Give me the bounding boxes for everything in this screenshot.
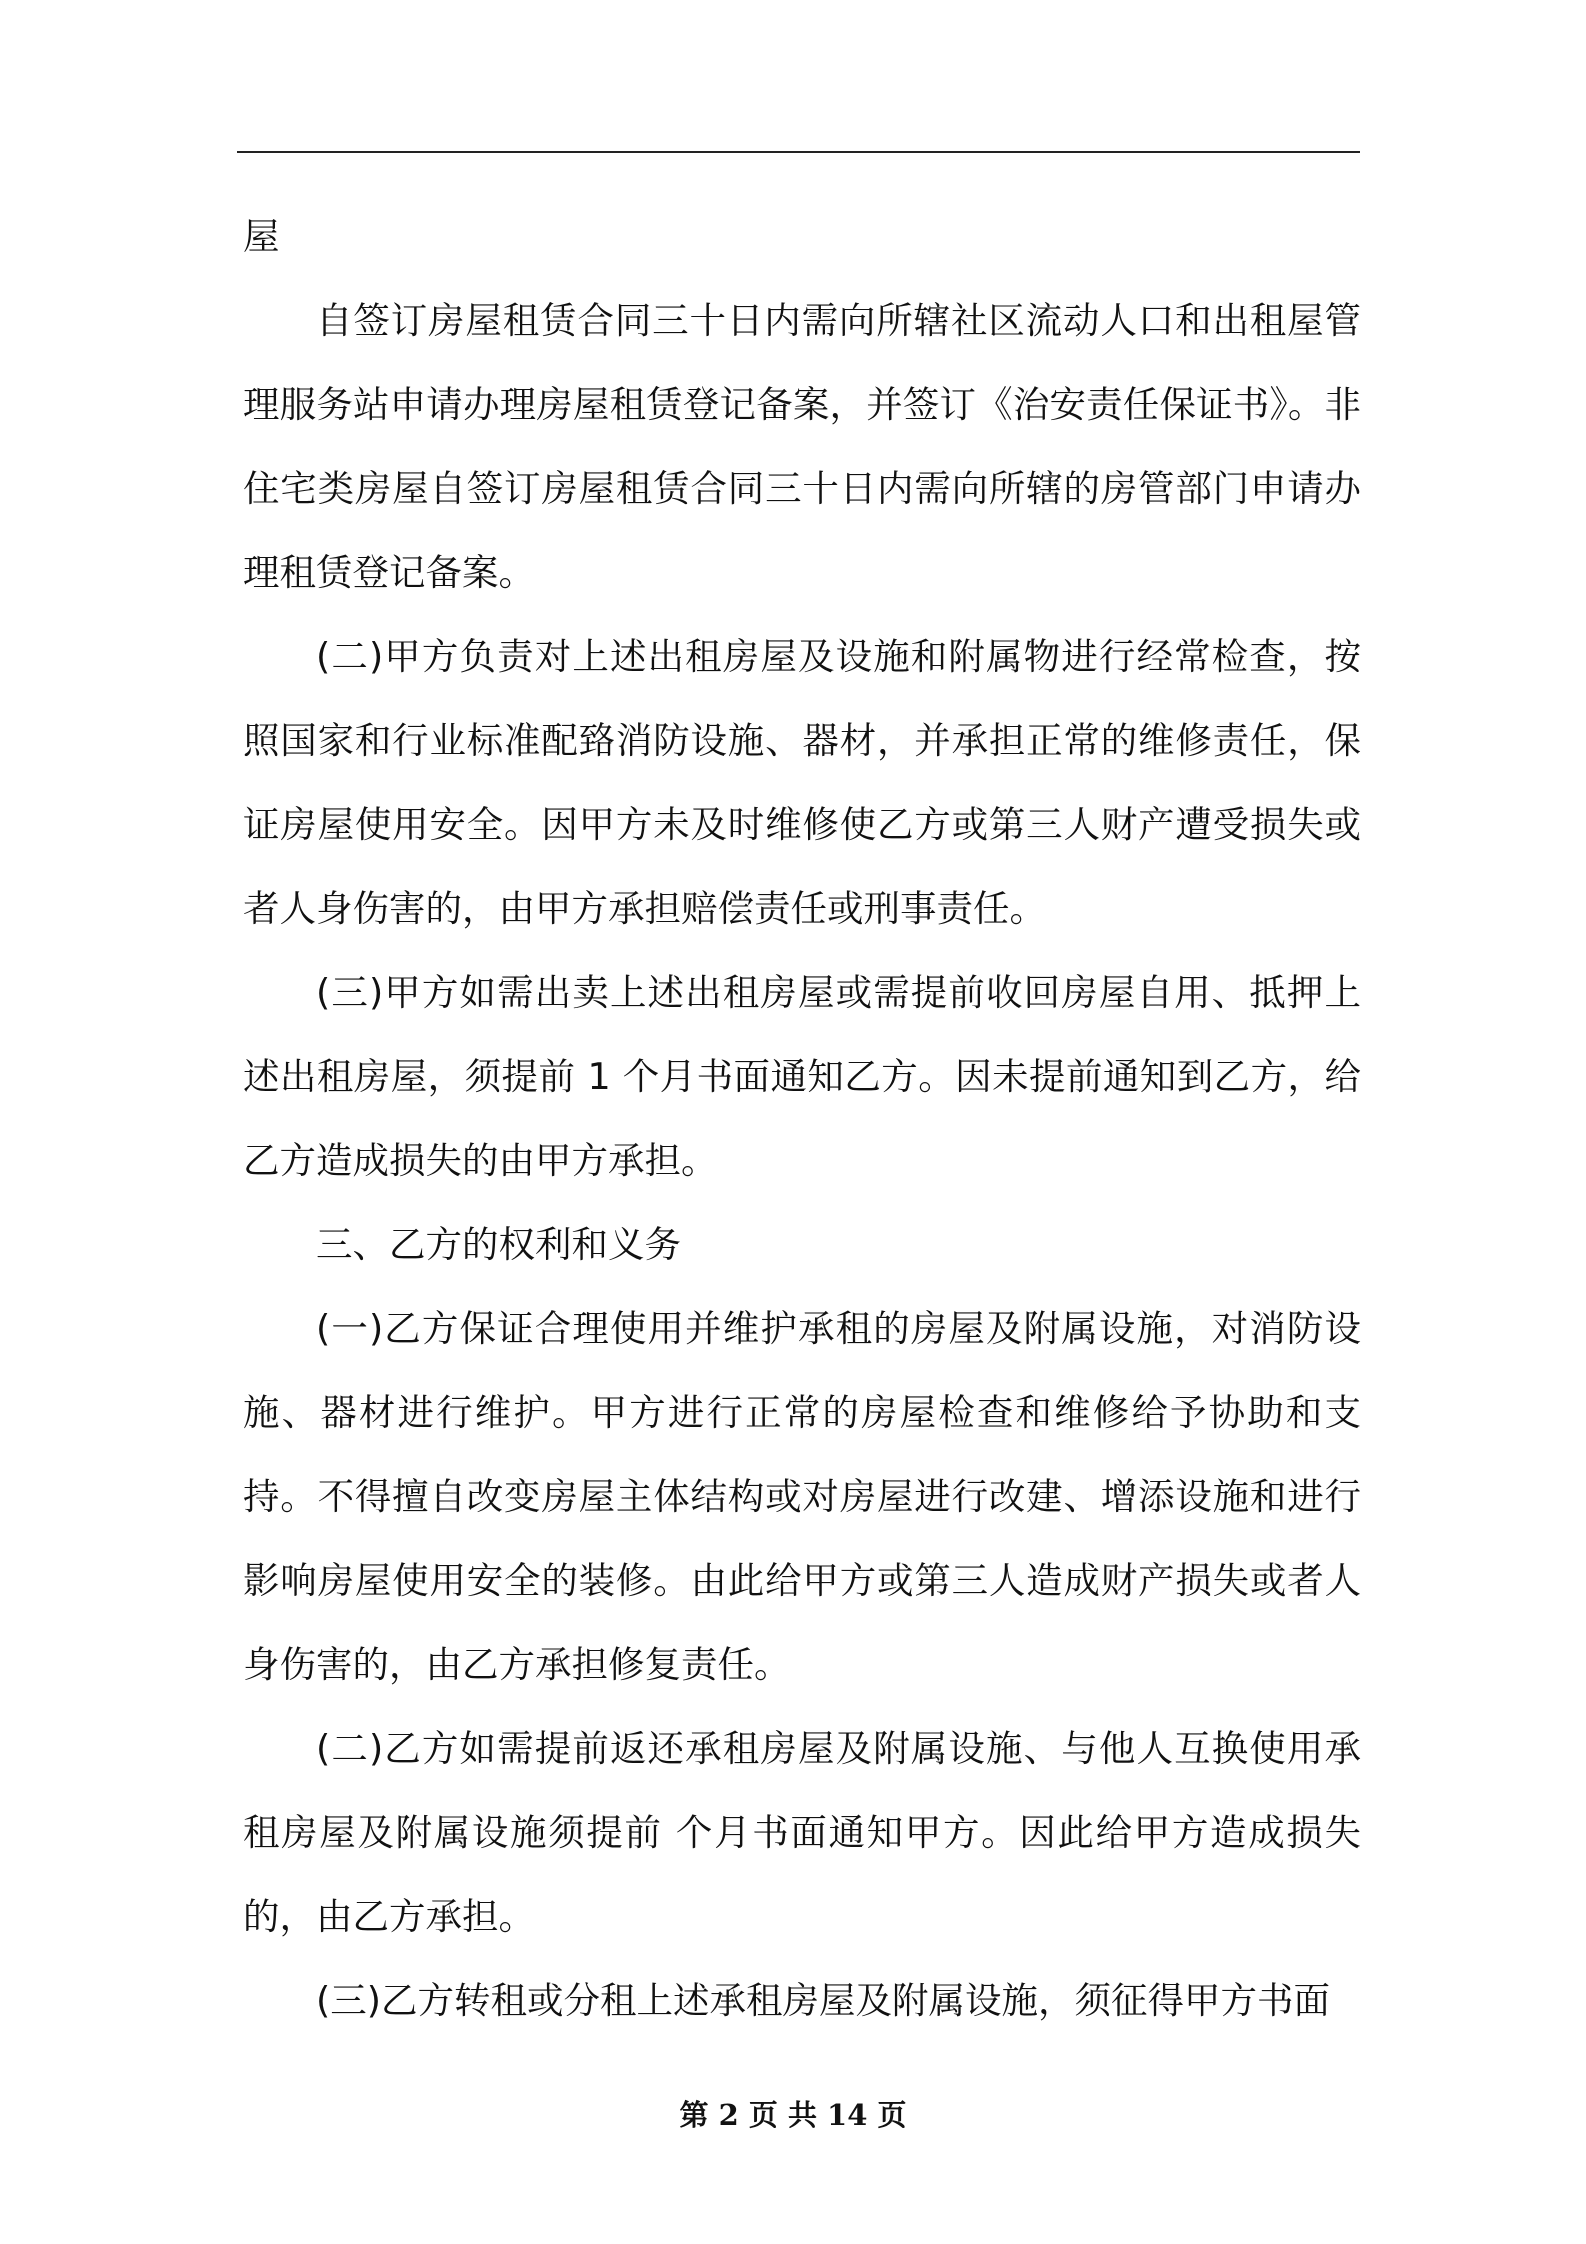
section-heading: 三、乙方的权利和义务 xyxy=(316,1223,681,1266)
page-number: 第 2 页 共 14 页 xyxy=(679,2098,907,2132)
paragraph-1: 屋 xyxy=(243,215,280,258)
paragraph-8: (三)乙方转租或分租上述承租房屋及附属设施，须征得甲方书面 xyxy=(316,1979,1330,2022)
document-body xyxy=(243,195,1361,2043)
paragraph-2: 自签订房屋租赁合同三十日内需向所辖社区流动人口和出租屋管理服务站申请办理房屋租赁登记备案，并签订《治安责任保证书》。非住宅类房屋自签订房屋租赁合同三十日内需向所辖的房管部门申请办理租赁登记备案。 xyxy=(243,299,1361,594)
paragraph-7: (二)乙方如需提前返还承租房屋及附属设施、与他人互换使用承租房屋及附属设施须提前 个月书面通知甲方。因此给甲方造成损失的，由乙方承担。 xyxy=(243,1727,1361,1938)
paragraph-3: (二)甲方负责对上述出租房屋及设施和附属物进行经常检查，按照国家和行业标准配臵消防设施、器材，并承担正常的维修责任，保证房屋使用安全。因甲方未及时维修使乙方或第三人财产遭受损失或者人身伤害的，由甲方承担赔偿责任或刑事责任。 xyxy=(243,635,1361,930)
paragraph-6: (一)乙方保证合理使用并维护承租的房屋及附属设施，对消防设施、器材进行维护。甲方进行正常的房屋检查和维修给予协助和支持。不得擅自改变房屋主体结构或对房屋进行改建、增添设施和进行影响房屋使用安全的装修。由此给甲方或第三人造成财产损失或者人身伤害的，由乙方承担修复责任。 xyxy=(243,1307,1361,1686)
header-rule xyxy=(237,151,1360,153)
paragraph-4: (三)甲方如需出卖上述出租房屋或需提前收回房屋自用、抵押上述出租房屋，须提前 1 个月书面通知乙方。因未提前通知到乙方，给乙方造成损失的由甲方承担。 xyxy=(243,971,1361,1182)
